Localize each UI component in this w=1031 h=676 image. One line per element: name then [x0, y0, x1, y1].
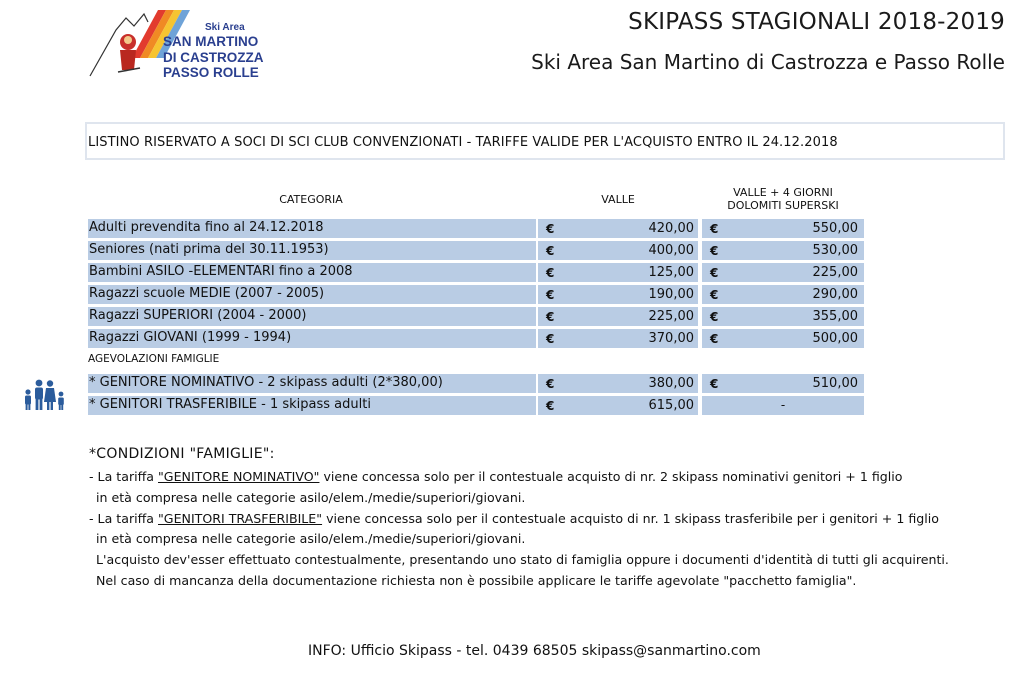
valle-price: 370,00 — [648, 331, 694, 346]
euro-symbol: € — [710, 266, 719, 280]
contact-info: INFO: Ufficio Skipass - tel. 0439 68505 skipass@sanmartino.com — [308, 643, 761, 659]
row-label: Ragazzi scuole MEDIE (2007 - 2005) — [89, 286, 325, 301]
valle-price: 420,00 — [648, 221, 694, 236]
dolomiti-price-empty: - — [780, 398, 786, 412]
row-label: Adulti prevendita fino al 24.12.2018 — [89, 220, 324, 235]
dolomiti-price: 550,00 — [812, 221, 858, 236]
valle-price: 380,00 — [648, 376, 694, 391]
row-label: Seniores (nati prima del 30.11.1953) — [89, 242, 329, 257]
condition-text: viene concessa solo per il contestuale acquisto di nr. 1 skipass trasferibile per i genitori + 1 figlio — [322, 511, 939, 526]
logo-line-di-castrozza: DI CASTROZZA — [163, 49, 264, 65]
euro-symbol: € — [710, 332, 719, 346]
header-dolomiti-line2: DOLOMITI SUPERSKI — [727, 199, 839, 212]
row-label: Ragazzi GIOVANI (1999 - 1994) — [89, 330, 292, 345]
condition-line-4: in età compresa nelle categorie asilo/elem./medie/superiori/giovani. — [96, 531, 526, 546]
logo-line-passo-rolle: PASSO ROLLE — [163, 65, 259, 80]
euro-symbol: € — [546, 399, 555, 413]
condition-line-3 — [89, 511, 939, 526]
valle-price: 125,00 — [648, 265, 694, 280]
valle-price: 400,00 — [648, 243, 694, 258]
condition-line-2: in età compresa nelle categorie asilo/elem./medie/superiori/giovani. — [96, 490, 526, 505]
header-category: CATEGORIA — [279, 193, 343, 206]
page-title: SKIPASS STAGIONALI 2018-2019 — [628, 9, 1005, 35]
conditions-title: *CONDIZIONI "FAMIGLIE": — [89, 446, 275, 462]
euro-symbol: € — [546, 332, 555, 346]
condition-line-1 — [89, 469, 903, 484]
condition-text: - La tariffa — [89, 511, 159, 526]
dolomiti-price: 530,00 — [812, 243, 858, 258]
dolomiti-price: 225,00 — [812, 265, 858, 280]
euro-symbol: € — [546, 222, 555, 236]
dolomiti-price: 500,00 — [812, 331, 858, 346]
euro-symbol: € — [546, 310, 555, 324]
valle-price: 615,00 — [648, 398, 694, 413]
euro-symbol: € — [546, 244, 555, 258]
euro-symbol: € — [710, 288, 719, 302]
condition-line-5: L'acquisto dev'esser effettuato contestualmente, presentando uno stato di famiglia oppure i documenti d'identità di tutti gli acquirenti. — [96, 552, 949, 567]
valle-price: 190,00 — [648, 287, 694, 302]
row-label: Ragazzi SUPERIORI (2004 - 2000) — [89, 308, 307, 323]
price-list-notice: LISTINO RISERVATO A SOCI DI SCI CLUB CONVENZIONATI - TARIFFE VALIDE PER L'ACQUISTO ENTRO IL 24.12.2018 — [88, 135, 838, 150]
row-label: * GENITORE NOMINATIVO - 2 skipass adulti (2*380,00) — [89, 375, 443, 390]
header-dolomiti-line1: VALLE + 4 GIORNI — [733, 186, 833, 199]
header-valle: VALLE — [601, 193, 635, 206]
dolomiti-price: 290,00 — [812, 287, 858, 302]
euro-symbol: € — [546, 288, 555, 302]
logo-text — [163, 22, 273, 81]
row-label: * GENITORI TRASFERIBILE - 1 skipass adulti — [89, 397, 371, 412]
logo-line-san-martino: SAN MARTINO — [163, 34, 259, 49]
condition-line-6: Nel caso di mancanza della documentazione richiesta non è possibile applicare le tariffe agevolate "pacchetto famiglia". — [96, 573, 857, 588]
dolomiti-price: 510,00 — [812, 376, 858, 391]
euro-symbol: € — [710, 222, 719, 236]
euro-symbol: € — [546, 266, 555, 280]
euro-symbol: € — [546, 377, 555, 391]
header-dolomiti — [702, 186, 864, 212]
euro-symbol: € — [710, 244, 719, 258]
page-subtitle: Ski Area San Martino di Castrozza e Passo Rolle — [531, 50, 1005, 74]
condition-text: - La tariffa — [89, 469, 159, 484]
euro-symbol: € — [710, 310, 719, 324]
condition-highlight: "GENITORE NOMINATIVO" — [158, 469, 320, 484]
family-icon — [22, 378, 66, 412]
euro-symbol: € — [710, 377, 719, 391]
dolomiti-price: 355,00 — [812, 309, 858, 324]
row-label: Bambini ASILO -ELEMENTARI fino a 2008 — [89, 264, 353, 279]
logo-line-ski-area: Ski Area — [205, 22, 245, 33]
valle-price: 225,00 — [648, 309, 694, 324]
family-section-title: AGEVOLAZIONI FAMIGLIE — [88, 353, 220, 365]
condition-highlight: "GENITORI TRASFERIBILE" — [158, 511, 323, 526]
condition-text: viene concessa solo per il contestuale acquisto di nr. 2 skipass nominativi genitori + 1 figlio — [319, 469, 903, 484]
